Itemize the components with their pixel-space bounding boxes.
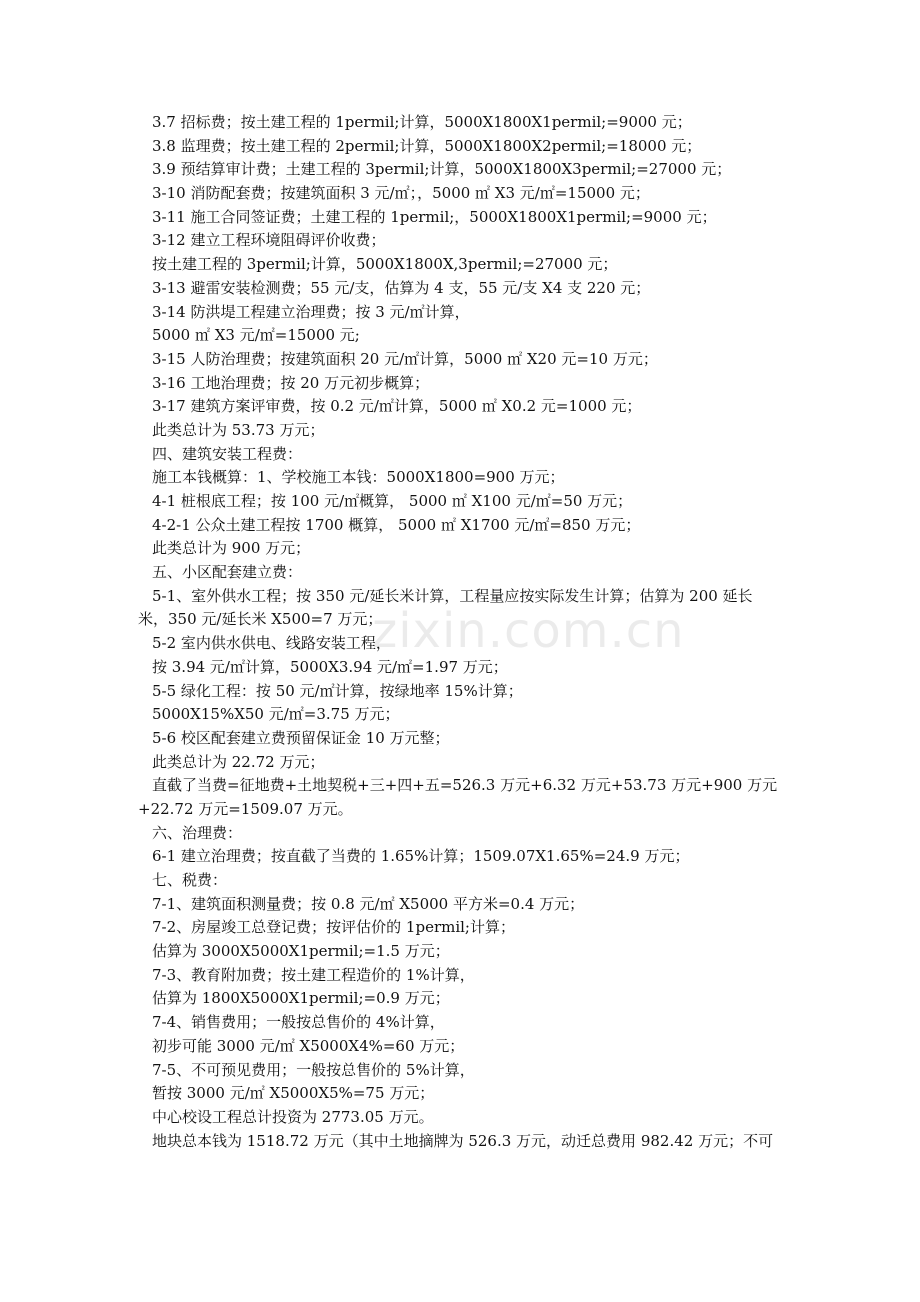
text-line: 6-1 建立治理费；按直截了当费的 1.65%计算；1509.07X1.65%=24.9 万元； [152, 847, 690, 866]
text-line: 5-6 校区配套建立费预留保证金 10 万元整； [152, 728, 450, 747]
text-line: 直截了当费=征地费+土地契税+三+四+五=526.3 万元+6.32 万元+53.73 万元+900 万元 [152, 776, 778, 795]
text-line: 按 3.94 元/㎡计算，5000X3.94 元/㎡=1.97 万元； [152, 657, 508, 676]
text-line: 估算为 3000X5000X1permil;=1.5 万元； [152, 942, 450, 961]
text-line: 3-12 建立工程环境阻碍评价收费； [152, 231, 386, 250]
text-line: +22.72 万元=1509.07 万元。 [138, 799, 353, 818]
text-line: 初步可能 3000 元/㎡ X5000X4%=60 万元； [152, 1036, 465, 1055]
text-line: 此类总计为 22.72 万元； [152, 752, 325, 771]
text-line: 米，350 元/延长米 X500=7 万元； [138, 610, 383, 629]
text-line: 3-15 人防治理费；按建筑面积 20 元/㎡计算，5000 ㎡ X20 元=10 万元； [152, 349, 658, 368]
text-line: 5-5 绿化工程：按 50 元/㎡计算，按绿地率 15%计算； [152, 681, 523, 700]
section-heading: 六、治理费： [152, 823, 243, 842]
text-line: 此类总计为 900 万元； [152, 539, 311, 558]
text-line: 5000 ㎡ X3 元/㎡=15000 元; [152, 326, 360, 345]
text-line: 3-16 工地治理费；按 20 万元初步概算； [152, 373, 430, 392]
text-line: 4-1 桩根底工程；按 100 元/㎡概算， 5000 ㎡ X100 元/㎡=50 万元； [152, 492, 633, 510]
section-heading: 五、小区配套建立费： [152, 563, 303, 582]
text-line: 中心校设工程总计投资为 2773.05 万元。 [152, 1107, 434, 1126]
text-line: 按土建工程的 3permil;计算，5000X1800X,3permil;=27000 元； [152, 255, 618, 274]
text-line: 此类总计为 53.73 万元； [152, 420, 325, 439]
text-line: 5-2 室内供水供电、线路安装工程， [152, 634, 391, 653]
text-line: 3-14 防洪堤工程建立治理费；按 3 元/㎡计算， [152, 302, 470, 321]
section-heading: 七、税费： [152, 871, 228, 889]
document-body [138, 111, 786, 1153]
text-line: 7-2、房屋竣工总登记费；按评估价的 1permil;计算； [152, 918, 515, 937]
text-line: 7-4、销售费用；一般按总售价的 4%计算， [152, 1013, 445, 1032]
text-line: 3.9 预结算审计费；土建工程的 3permil;计算，5000X1800X3permil;=27000 元； [152, 160, 732, 179]
text-line: 3.8 监理费；按土建工程的 2permil;计算，5000X1800X2permil;=18000 元； [152, 136, 702, 155]
text-line: 3-17 建筑方案评审费，按 0.2 元/㎡计算，5000 ㎡ X0.2 元=1000 元； [152, 397, 642, 416]
text-line: 施工本钱概算：1、学校施工本钱：5000X1800=900 万元； [152, 468, 565, 487]
text-line: 5000X15%X50 元/㎡=3.75 万元； [152, 705, 400, 724]
text-line: 暂按 3000 元/㎡ X5000X5%=75 万元； [152, 1084, 435, 1103]
text-line: 5-1、室外供水工程；按 350 元/延长米计算，工程量应按实际发生计算；估算为 200 延长 [152, 586, 753, 605]
text-line: 4-2-1 公众土建工程按 1700 概算， 5000 ㎡ X1700 元/㎡=850 万元； [152, 515, 641, 534]
text-line: 地块总本钱为 1518.72 万元（其中土地摘牌为 526.3 万元，动迁总费用 982.42 万元；不可 [152, 1131, 774, 1150]
text-line: 估算为 1800X5000X1permil;=0.9 万元； [152, 989, 450, 1008]
watermark: zixin.com.cn [372, 603, 685, 659]
text-line: 7-3、教育附加费；按土建工程造价的 1%计算， [152, 965, 475, 984]
text-line: 3-10 消防配套费；按建筑面积 3 元/㎡；，5000 ㎡ X3 元/㎡=15000 元； [152, 184, 650, 203]
text-line: 3-11 施工合同签证费；土建工程的 1permil;，5000X1800X1permil;=9000 元； [152, 207, 717, 226]
text-line: 3-13 避雷安装检测费；55 元/支，估算为 4 支，55 元/支 X4 支 220 元； [152, 278, 651, 297]
section-heading: 四、建筑安装工程费： [152, 444, 303, 463]
text-line: 7-5、不可预见费用；一般按总售价的 5%计算， [152, 1060, 475, 1079]
text-line: 7-1、建筑面积测量费；按 0.8 元/㎡ X5000 平方米=0.4 万元； [152, 894, 585, 913]
text-line: 3.7 招标费；按土建工程的 1permil;计算，5000X1800X1permil;=9000 元； [152, 113, 692, 131]
